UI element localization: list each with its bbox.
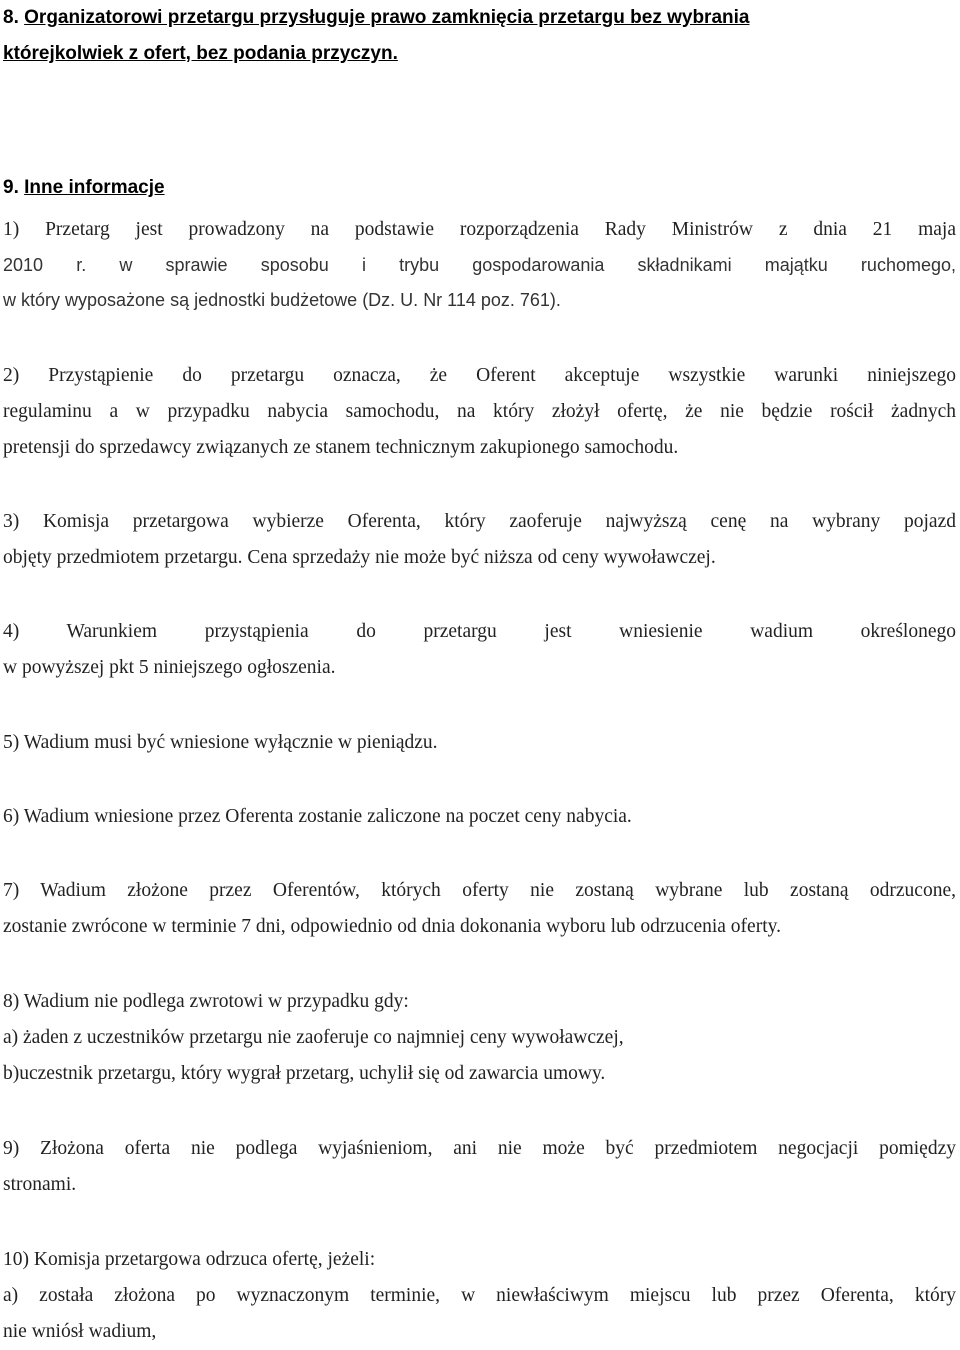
- item-9-line-2: stronami.: [3, 1174, 77, 1195]
- item-5-line-1: 5) Wadium musi być wniesione wyłącznie w pieniądzu.: [3, 732, 438, 753]
- section-8-text-1: Organizatorowi przetargu przysługuje prawo zamknięcia przetargu bez wybrania: [24, 7, 750, 28]
- item-5: [3, 725, 956, 761]
- item-7: [3, 873, 956, 945]
- section-9-title: Inne informacje: [24, 177, 165, 198]
- item-10: [3, 1242, 956, 1350]
- item-7-line-2: zostanie zwrócone w terminie 7 dni, odpowiednio od dnia dokonania wyboru lub odrzucenia oferty.: [3, 916, 781, 937]
- item-4: [3, 614, 956, 686]
- section-8-line-1: [3, 0, 956, 35]
- item-3-line-1: 3) Komisja przetargowa wybierze Oferenta, który zaoferuje najwyższą cenę na wybrany pojazd: [3, 511, 956, 532]
- section-8-line-2: którejkolwiek z ofert, bez podania przyczyn.: [3, 43, 398, 64]
- section-8: [3, 0, 956, 71]
- item-1-line-3: w który wyposażone są jednostki budżetowe (Dz. U. Nr 114 poz. 761).: [3, 290, 561, 310]
- item-3: [3, 504, 956, 576]
- item-7-line-1: 7) Wadium złożone przez Oferentów, których oferty nie zostaną wybrane lub zostaną odrzucone,: [3, 880, 956, 901]
- section-8-number: 8.: [3, 7, 19, 28]
- item-8-line-3: b)uczestnik przetargu, który wygrał przetarg, uchylił się od zawarcia umowy.: [3, 1063, 606, 1084]
- item-9-line-1: 9) Złożona oferta nie podlega wyjaśnieniom, ani nie może być przedmiotem negocjacji pomiędzy: [3, 1138, 956, 1159]
- item-10-line-1: 10) Komisja przetargowa odrzuca ofertę, jeżeli:: [3, 1249, 376, 1270]
- item-3-line-2: objęty przedmiotem przetargu. Cena sprzedaży nie może być niższa od ceny wywoławczej.: [3, 547, 716, 568]
- section-9-heading: [3, 170, 165, 205]
- item-2-line-1: 2) Przystąpienie do przetargu oznacza, że Oferent akceptuje wszystkie warunki niniejszego: [3, 365, 956, 386]
- item-2: [3, 358, 956, 466]
- item-4-line-2: w powyższej pkt 5 niniejszego ogłoszenia.: [3, 657, 336, 678]
- item-8-line-2: a) żaden z uczestników przetargu nie zaoferuje co najmniej ceny wywoławczej,: [3, 1027, 624, 1048]
- item-1-line-2: 2010 r. w sprawie sposobu i trybu gospodarowania składnikami majątku ruchomego,: [3, 255, 956, 275]
- item-8-line-1: 8) Wadium nie podlega zwrotowi w przypadku gdy:: [3, 991, 409, 1012]
- item-6: [3, 799, 956, 835]
- item-1-line-1: 1) Przetarg jest prowadzony na podstawie rozporządzenia Rady Ministrów z dnia 21 maja: [3, 219, 956, 240]
- item-2-line-2: regulaminu a w przypadku nabycia samochodu, na który złożył ofertę, że nie będzie rościł żadnych: [3, 401, 956, 422]
- item-10-line-2: a) została złożona po wyznaczonym terminie, w niewłaściwym miejscu lub przez Oferenta, który: [3, 1285, 956, 1306]
- item-6-line-1: 6) Wadium wniesione przez Oferenta zostanie zaliczone na poczet ceny nabycia.: [3, 806, 632, 827]
- item-4-line-1: 4) Warunkiem przystąpienia do przetargu jest wniesienie wadium określonego: [3, 621, 956, 642]
- item-1: [3, 212, 956, 318]
- item-8: [3, 984, 956, 1092]
- item-2-line-3: pretensji do sprzedawcy związanych ze stanem technicznym zakupionego samochodu.: [3, 437, 679, 458]
- item-9: [3, 1131, 956, 1203]
- item-10-line-3: nie wniósł wadium,: [3, 1321, 157, 1342]
- section-9-number: 9.: [3, 177, 19, 198]
